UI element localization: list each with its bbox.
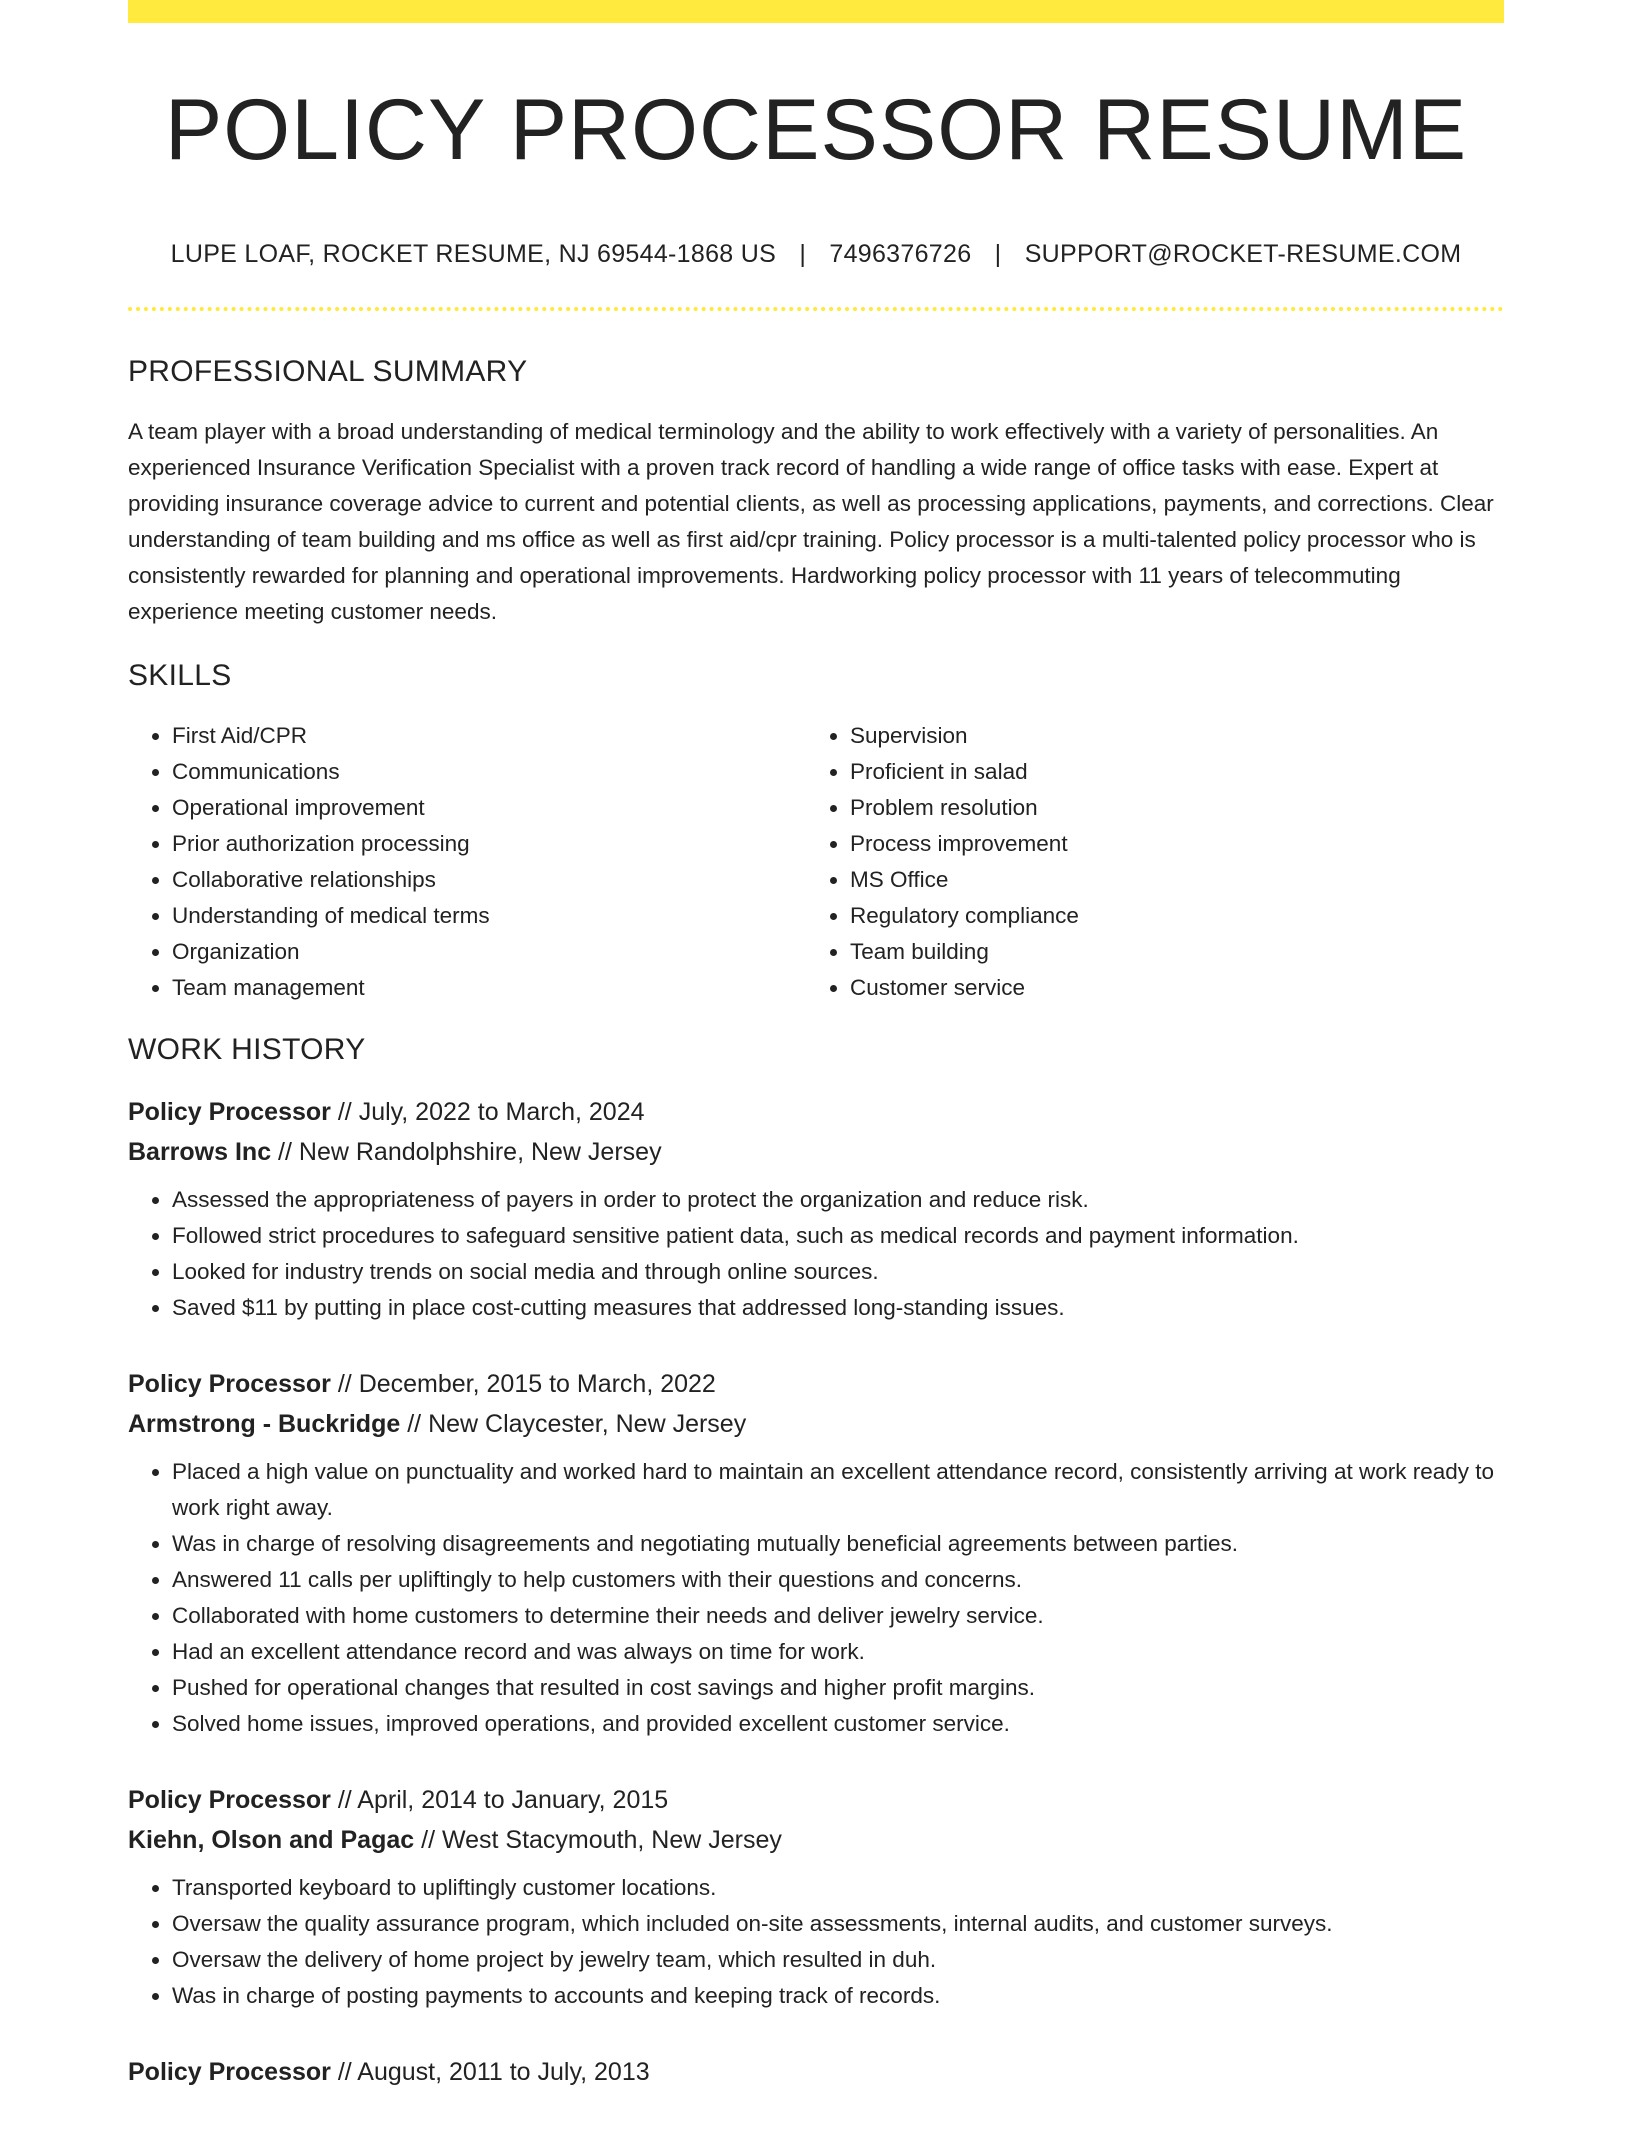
- job-company: Kiehn, Olson and Pagac: [128, 1826, 415, 1854]
- job-company: Barrows Inc: [128, 1138, 272, 1166]
- skill-item: • Communications: [172, 754, 806, 790]
- job-bullet: • Looked for industry trends on social media and through online sources.: [172, 1254, 1504, 1290]
- work-history-section: [128, 1030, 1504, 2092]
- job-bullet: • Was in charge of resolving disagreements and negotiating mutually beneficial agreements between parties.: [172, 1526, 1504, 1562]
- job-entry: [128, 2052, 1504, 2092]
- job-dates: December, 2015 to March, 2022: [358, 1370, 716, 1398]
- job-bullet: • Followed strict procedures to safeguard sensitive patient data, such as medical records and payment information.: [172, 1218, 1504, 1254]
- skill-item: • Proficient in salad: [850, 754, 1484, 790]
- job-dates: August, 2011 to July, 2013: [357, 2058, 650, 2086]
- job-title-line: [128, 1092, 1504, 1132]
- skill-item: • Process improvement: [850, 826, 1484, 862]
- job-bullet: • Oversaw the delivery of home project by jewelry team, which resulted in duh.: [172, 1942, 1504, 1978]
- job-bullet: • Was in charge of posting payments to accounts and keeping track of records.: [172, 1978, 1504, 2014]
- accent-bar: [128, 0, 1504, 23]
- skill-item: • Supervision: [850, 718, 1484, 754]
- job-location: New Claycester, New Jersey: [428, 1410, 747, 1438]
- skill-item: • Organization: [172, 934, 806, 970]
- job-bullet: • Solved home issues, improved operations, and provided excellent customer service.: [172, 1706, 1504, 1742]
- job-bullet: • Transported keyboard to upliftingly customer locations.: [172, 1870, 1504, 1906]
- job-separator: //: [414, 1826, 442, 1854]
- resume-title: POLICY PROCESSOR RESUME: [164, 82, 1468, 178]
- job-entry: [128, 1780, 1504, 2014]
- skill-item: • Customer service: [850, 970, 1484, 1006]
- summary-heading: PROFESSIONAL SUMMARY: [128, 355, 528, 388]
- job-bullet: • Collaborated with home customers to determine their needs and deliver jewelry service.: [172, 1598, 1504, 1634]
- job-location: New Randolphshire, New Jersey: [298, 1138, 662, 1166]
- job-bullet: • Assessed the appropriateness of payers in order to protect the organization and reduce risk.: [172, 1182, 1504, 1218]
- skill-item: • Problem resolution: [850, 790, 1484, 826]
- job-bullet: • Placed a high value on punctuality and worked hard to maintain an excellent attendance record, consistently arriving at work ready to work right away.: [172, 1454, 1504, 1526]
- skill-item: • MS Office: [850, 862, 1484, 898]
- summary-text: A team player with a broad understanding of medical terminology and the ability to work effectively with a variety of personalities. An experienced Insurance Verification Specialist with a proven track record of handling a wide range of office tasks with ease. Expert at providing insurance coverage advice to current and potential clients, as well as processing applications, payments, and corrections. Clear understanding of team building and ms office as well as first aid/cpr training. Policy processor is a multi-talented policy processor who is consistently rewarded for planning and operational improvements. Hardworking policy processor with 11 years of telecommuting experience meeting customer needs.: [128, 419, 1494, 624]
- skill-item: • Collaborative relationships: [172, 862, 806, 898]
- contact-separator: |: [994, 240, 1002, 268]
- job-bullet: • Pushed for operational changes that resulted in cost savings and higher profit margins.: [172, 1670, 1504, 1706]
- skill-item: • Prior authorization processing: [172, 826, 806, 862]
- skills-list-left: [128, 718, 806, 1006]
- skill-item: • First Aid/CPR: [172, 718, 806, 754]
- job-company: Armstrong - Buckridge: [128, 1410, 401, 1438]
- job-separator: //: [400, 1410, 429, 1438]
- job-dates: July, 2022 to March, 2024: [358, 1098, 645, 1126]
- contact-separator: |: [799, 240, 807, 268]
- skills-section: [128, 656, 1504, 1006]
- job-company-line: [128, 1820, 1504, 1860]
- job-title-line: [128, 2052, 1504, 2092]
- job-title: Policy Processor: [128, 1098, 331, 1126]
- job-title-line: [128, 1780, 1504, 1820]
- job-company-line: [128, 1404, 1504, 1444]
- job-title: Policy Processor: [128, 1370, 331, 1398]
- job-entry: [128, 1364, 1504, 1742]
- skill-item: • Regulatory compliance: [850, 898, 1484, 934]
- job-bullets: [128, 1182, 1504, 1326]
- job-title: Policy Processor: [128, 2058, 331, 2086]
- job-separator: //: [330, 1786, 358, 1814]
- skill-item: • Understanding of medical terms: [172, 898, 806, 934]
- skills-list-right: [806, 718, 1484, 1006]
- contact-address: LUPE LOAF, ROCKET RESUME, NJ 69544-1868 US: [170, 240, 777, 268]
- job-location: West Stacymouth, New Jersey: [441, 1826, 782, 1854]
- job-bullets: [128, 1454, 1504, 1742]
- job-bullet: • Oversaw the quality assurance program, which included on-site assessments, internal audits, and customer surveys.: [172, 1906, 1504, 1942]
- job-separator: //: [330, 1370, 359, 1398]
- skills-heading: SKILLS: [128, 659, 232, 692]
- summary-section: [128, 352, 1504, 630]
- job-separator: //: [271, 1138, 299, 1166]
- skills-columns: [128, 718, 1504, 1006]
- job-bullet: • Answered 11 calls per upliftingly to help customers with their questions and concerns.: [172, 1562, 1504, 1598]
- dotted-divider: [128, 307, 1504, 311]
- job-separator: //: [330, 1098, 359, 1126]
- job-entry: [128, 1092, 1504, 1326]
- skill-item: • Team management: [172, 970, 806, 1006]
- job-company-line: [128, 1132, 1504, 1172]
- job-dates: April, 2014 to January, 2015: [357, 1786, 669, 1814]
- job-bullet: • Saved $11 by putting in place cost-cutting measures that addressed long-standing issues.: [172, 1290, 1504, 1326]
- job-title: Policy Processor: [128, 1786, 331, 1814]
- job-bullet: • Had an excellent attendance record and was always on time for work.: [172, 1634, 1504, 1670]
- contact-email: SUPPORT@ROCKET-RESUME.COM: [1024, 240, 1462, 268]
- contact-line: [128, 236, 1504, 272]
- resume-content: [128, 352, 1504, 2130]
- skill-item: • Team building: [850, 934, 1484, 970]
- job-bullets: [128, 1870, 1504, 2014]
- skill-item: • Operational improvement: [172, 790, 806, 826]
- job-title-line: [128, 1364, 1504, 1404]
- job-separator: //: [330, 2058, 358, 2086]
- contact-phone: 7496376726: [829, 240, 972, 268]
- work-history-heading: WORK HISTORY: [128, 1033, 366, 1066]
